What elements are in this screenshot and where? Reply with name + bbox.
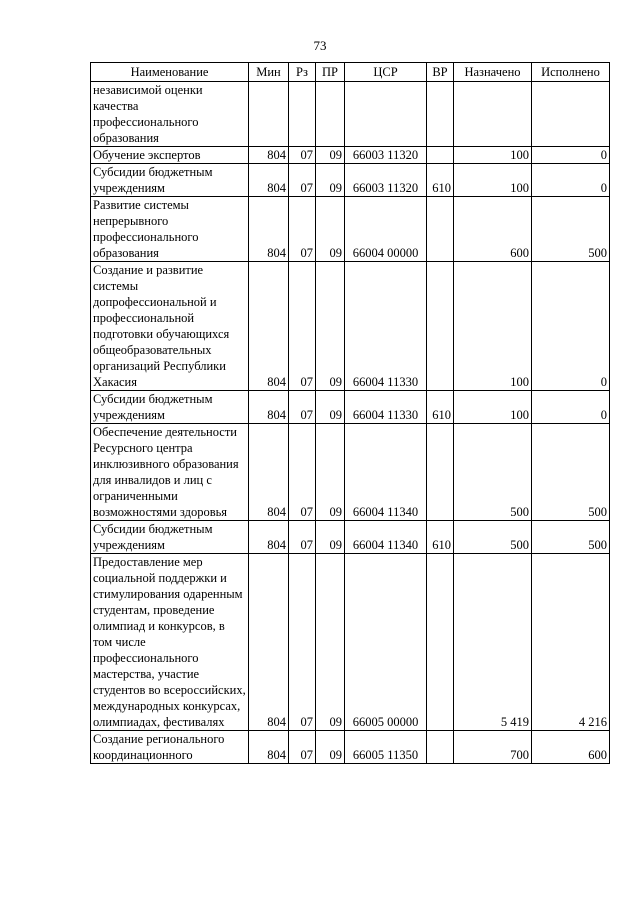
row-assigned: 500: [454, 521, 532, 554]
table-row: [91, 197, 610, 262]
row-pr: 09: [316, 731, 345, 764]
row-pr: [316, 82, 345, 147]
row-rz: 07: [289, 197, 316, 262]
row-assigned: 100: [454, 164, 532, 197]
row-executed: [532, 82, 610, 147]
row-min: 804: [249, 147, 289, 164]
row-min: 804: [249, 731, 289, 764]
page-number: 73: [313, 38, 327, 53]
row-vr: [427, 262, 454, 391]
row-rz: 07: [289, 391, 316, 424]
row-min: 804: [249, 197, 289, 262]
row-pr: 09: [316, 164, 345, 197]
row-pr: 09: [316, 391, 345, 424]
row-name: Создание и развитие системы допрофессиональной и профессиональной подготовки обучающихся общеобразовательных организаций Республики Хакасия: [91, 262, 249, 391]
row-rz: 07: [289, 731, 316, 764]
table-row: [91, 391, 610, 424]
row-pr: 09: [316, 147, 345, 164]
row-vr: 610: [427, 164, 454, 197]
table-row: [91, 554, 610, 731]
header-pr: ПР: [316, 63, 345, 82]
budget-table: [90, 62, 610, 764]
row-rz: [289, 82, 316, 147]
row-executed: 0: [532, 391, 610, 424]
row-vr: [427, 424, 454, 521]
header-vr: ВР: [427, 63, 454, 82]
header-executed: Исполнено: [532, 63, 610, 82]
row-pr: 09: [316, 521, 345, 554]
row-vr: [427, 197, 454, 262]
row-name: Субсидии бюджетным учреждениям: [91, 164, 249, 197]
row-executed: 4 216: [532, 554, 610, 731]
row-min: [249, 82, 289, 147]
row-rz: 07: [289, 164, 316, 197]
header-rz: Рз: [289, 63, 316, 82]
row-assigned: 500: [454, 424, 532, 521]
row-executed: 0: [532, 147, 610, 164]
row-vr: [427, 82, 454, 147]
row-assigned: 5 419: [454, 554, 532, 731]
row-name: независимой оценки качества профессионального образования: [91, 82, 249, 147]
row-min: 804: [249, 164, 289, 197]
row-name: Субсидии бюджетным учреждениям: [91, 391, 249, 424]
row-vr: 610: [427, 391, 454, 424]
row-name: Развитие системы непрерывного профессионального образования: [91, 197, 249, 262]
row-assigned: 100: [454, 391, 532, 424]
row-csr: 66005 00000: [345, 554, 427, 731]
row-name: Создание регионального координационного: [91, 731, 249, 764]
row-pr: 09: [316, 262, 345, 391]
row-assigned: 700: [454, 731, 532, 764]
row-csr: 66004 00000: [345, 197, 427, 262]
row-assigned: 600: [454, 197, 532, 262]
row-rz: 07: [289, 521, 316, 554]
row-pr: 09: [316, 197, 345, 262]
row-csr: 66004 11330: [345, 262, 427, 391]
row-pr: 09: [316, 424, 345, 521]
table-row: [91, 82, 610, 147]
row-csr: [345, 82, 427, 147]
table-row: [91, 424, 610, 521]
header-name: Наименование: [91, 63, 249, 82]
row-executed: 0: [532, 164, 610, 197]
table-row: [91, 521, 610, 554]
row-vr: 610: [427, 521, 454, 554]
row-min: 804: [249, 391, 289, 424]
row-min: 804: [249, 521, 289, 554]
row-rz: 07: [289, 554, 316, 731]
row-executed: 0: [532, 262, 610, 391]
row-rz: 07: [289, 424, 316, 521]
row-rz: 07: [289, 147, 316, 164]
row-assigned: [454, 82, 532, 147]
row-csr: 66003 11320: [345, 164, 427, 197]
row-vr: [427, 554, 454, 731]
header-min: Мин: [249, 63, 289, 82]
row-vr: [427, 147, 454, 164]
row-min: 804: [249, 424, 289, 521]
row-csr: 66004 11340: [345, 521, 427, 554]
row-name: Субсидии бюджетным учреждениям: [91, 521, 249, 554]
row-name: Предоставление мер социальной поддержки и стимулирования одаренным студентам, проведение олимпиад и конкурсов, в том числе профессионального мастерства, участие студентов во всероссийских, международных конкурсах, олимпиадах, фестивалях: [91, 554, 249, 731]
row-name: Обеспечение деятельности Ресурсного центра инклюзивного образования для инвалидов и лиц с ограниченными возможностями здоровья: [91, 424, 249, 521]
header-assigned: Назначено: [454, 63, 532, 82]
table-row: [91, 164, 610, 197]
row-pr: 09: [316, 554, 345, 731]
row-vr: [427, 731, 454, 764]
row-csr: 66003 11320: [345, 147, 427, 164]
row-min: 804: [249, 554, 289, 731]
table-row: [91, 731, 610, 764]
table-header-row: [91, 63, 610, 82]
table-row: [91, 262, 610, 391]
row-min: 804: [249, 262, 289, 391]
row-csr: 66005 11350: [345, 731, 427, 764]
header-csr: ЦСР: [345, 63, 427, 82]
row-csr: 66004 11330: [345, 391, 427, 424]
row-executed: 500: [532, 424, 610, 521]
row-executed: 600: [532, 731, 610, 764]
row-name: Обучение экспертов: [91, 147, 249, 164]
row-assigned: 100: [454, 147, 532, 164]
table-row: [91, 147, 610, 164]
row-csr: 66004 11340: [345, 424, 427, 521]
row-executed: 500: [532, 521, 610, 554]
row-executed: 500: [532, 197, 610, 262]
row-assigned: 100: [454, 262, 532, 391]
row-rz: 07: [289, 262, 316, 391]
